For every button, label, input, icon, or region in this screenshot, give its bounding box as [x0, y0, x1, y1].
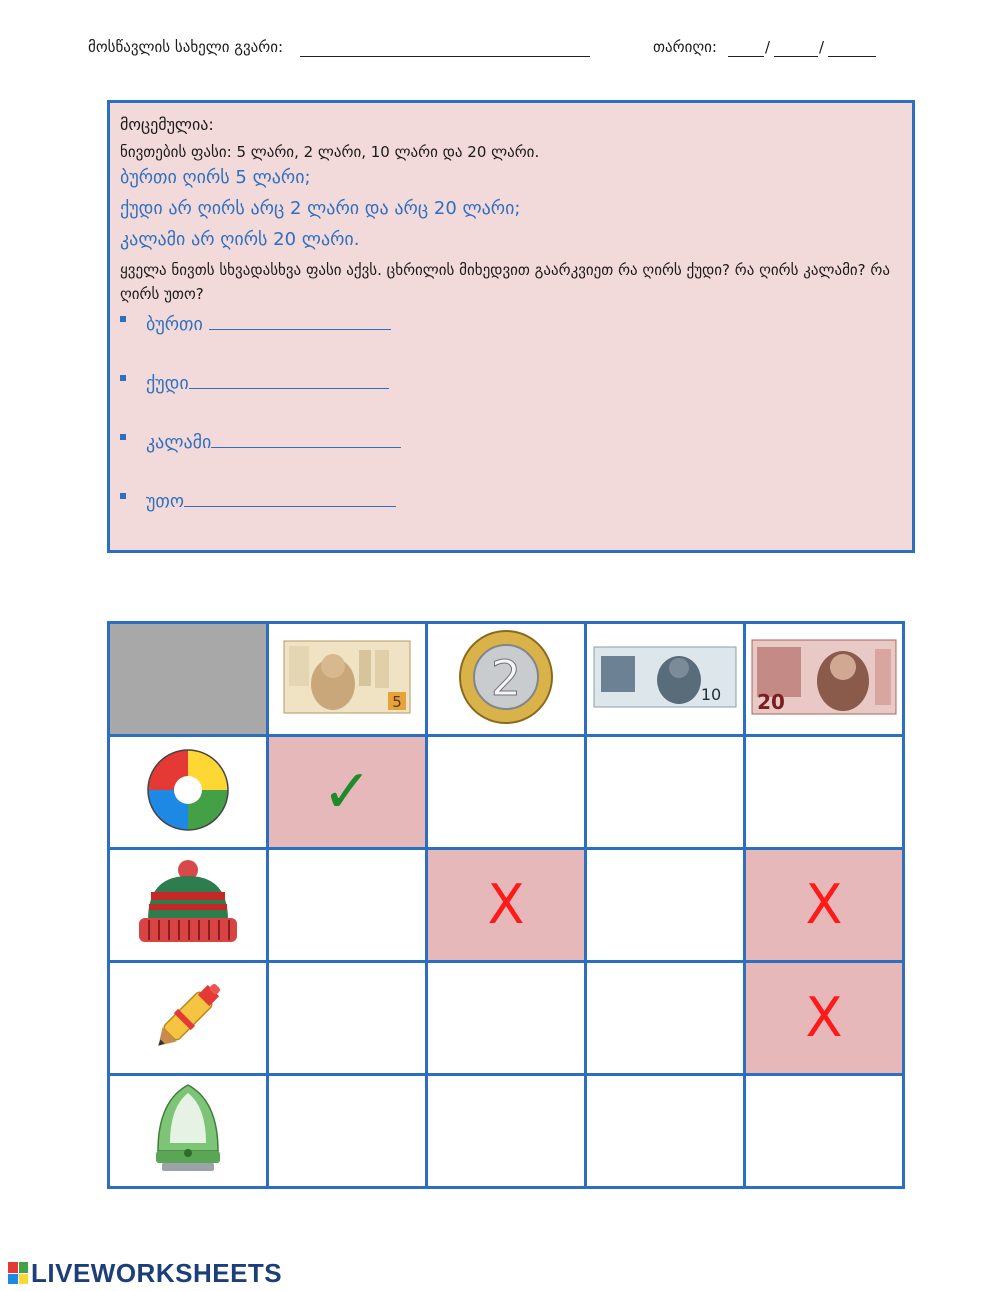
date-separator: / — [765, 38, 771, 56]
answer-label: ბურთი — [146, 314, 209, 335]
grid-cell-hat-2[interactable] — [427, 849, 586, 962]
column-5-lari — [268, 623, 427, 736]
grid-row-iron — [109, 1075, 904, 1188]
task-title: მოცემულია: — [120, 115, 214, 134]
row-item-cell — [109, 736, 268, 849]
question-text: ყველა ნივთს სხვადასხვა ფასი აქვს. ცხრილის მიხედვით გაარკვიეთ რა ღირს ქუდი? რა ღირს კალამი? რა ღირს უთო? — [120, 261, 890, 303]
bullet-icon — [120, 493, 126, 499]
bullet-icon — [120, 316, 126, 322]
grid-cell-iron-20[interactable] — [745, 1075, 904, 1188]
answer-ball-input[interactable] — [209, 311, 391, 330]
grid-cell-hat-5[interactable] — [268, 849, 427, 962]
grid-cell-pen-20[interactable] — [745, 962, 904, 1075]
bullet-icon — [120, 375, 126, 381]
check-mark: ✓ — [321, 757, 373, 827]
grid-cell-pen-5[interactable] — [268, 962, 427, 1075]
logo-text: LIVEWORKSHEETS — [31, 1257, 283, 1288]
coin-amount: 2 — [490, 651, 522, 707]
banknote-amount: 10 — [700, 685, 722, 704]
column-2-lari — [427, 623, 586, 736]
hat-icon — [133, 858, 243, 948]
task-box — [107, 100, 915, 553]
grid-cell-hat-10[interactable] — [586, 849, 745, 962]
answer-hat — [120, 370, 389, 394]
liveworksheets-logo — [8, 1258, 282, 1288]
answer-iron-input[interactable] — [184, 488, 396, 507]
grid-cell-ball-20[interactable] — [745, 736, 904, 849]
answer-label: უთო — [146, 491, 184, 512]
answer-pen — [120, 429, 401, 453]
bullet-icon — [120, 434, 126, 440]
grid-cell-iron-5[interactable] — [268, 1075, 427, 1188]
grid-cell-pen-2[interactable] — [427, 962, 586, 1075]
iron-icon — [148, 1081, 228, 1177]
banknote-20-lari-icon — [751, 639, 897, 715]
date-label: თარიღი: — [653, 38, 717, 56]
x-mark: X — [805, 873, 843, 936]
row-item-cell — [109, 1075, 268, 1188]
prices-line: ნივთების ფასი: 5 ლარი, 2 ლარი, 10 ლარი და 20 ლარი. — [120, 143, 540, 161]
ball-icon — [145, 747, 231, 833]
pen-icon — [140, 968, 236, 1064]
header — [88, 38, 888, 62]
grid-cell-iron-10[interactable] — [586, 1075, 745, 1188]
answer-label: ქუდი — [146, 373, 189, 394]
answer-hat-input[interactable] — [189, 370, 389, 389]
column-10-lari — [586, 623, 745, 736]
grid-row-ball — [109, 736, 904, 849]
grid-cell-hat-20[interactable] — [745, 849, 904, 962]
row-item-cell — [109, 962, 268, 1075]
answer-label: კალამი — [146, 432, 212, 453]
grid-cell-iron-2[interactable] — [427, 1075, 586, 1188]
answer-iron — [120, 488, 396, 512]
x-mark: X — [487, 873, 525, 936]
grid-header-row — [109, 623, 904, 736]
student-name-field[interactable] — [300, 56, 590, 57]
banknote-10-lari-icon — [593, 646, 737, 708]
answer-pen-input[interactable] — [211, 429, 401, 448]
grid-cell-ball-5[interactable] — [268, 736, 427, 849]
grid-row-hat — [109, 849, 904, 962]
logic-grid — [107, 621, 905, 1189]
row-item-cell — [109, 849, 268, 962]
date-month-field[interactable] — [774, 56, 818, 57]
column-20-lari — [745, 623, 904, 736]
grid-row-pen — [109, 962, 904, 1075]
banknote-5-lari-icon — [283, 640, 411, 714]
grid-cell-ball-2[interactable] — [427, 736, 586, 849]
grid-cell-pen-10[interactable] — [586, 962, 745, 1075]
grid-cell-ball-10[interactable] — [586, 736, 745, 849]
clue-hat: ქუდი არ ღირს არც 2 ლარი და არც 20 ლარი; — [120, 198, 521, 219]
date-separator: / — [819, 38, 825, 56]
banknote-amount: 5 — [392, 693, 402, 711]
grid-corner-cell — [109, 623, 268, 736]
liveworksheets-icon — [8, 1262, 28, 1284]
answer-ball — [120, 311, 391, 335]
student-name-label: მოსწავლის სახელი გვარი: — [88, 38, 284, 56]
coin-2-lari-icon — [458, 629, 554, 725]
date-day-field[interactable] — [728, 56, 764, 57]
clue-ball: ბურთი ღირს 5 ლარი; — [120, 167, 311, 188]
x-mark: X — [805, 986, 843, 1049]
clue-pen: კალამი არ ღირს 20 ლარი. — [120, 229, 360, 250]
banknote-amount: 20 — [757, 690, 785, 714]
date-year-field[interactable] — [828, 56, 876, 57]
